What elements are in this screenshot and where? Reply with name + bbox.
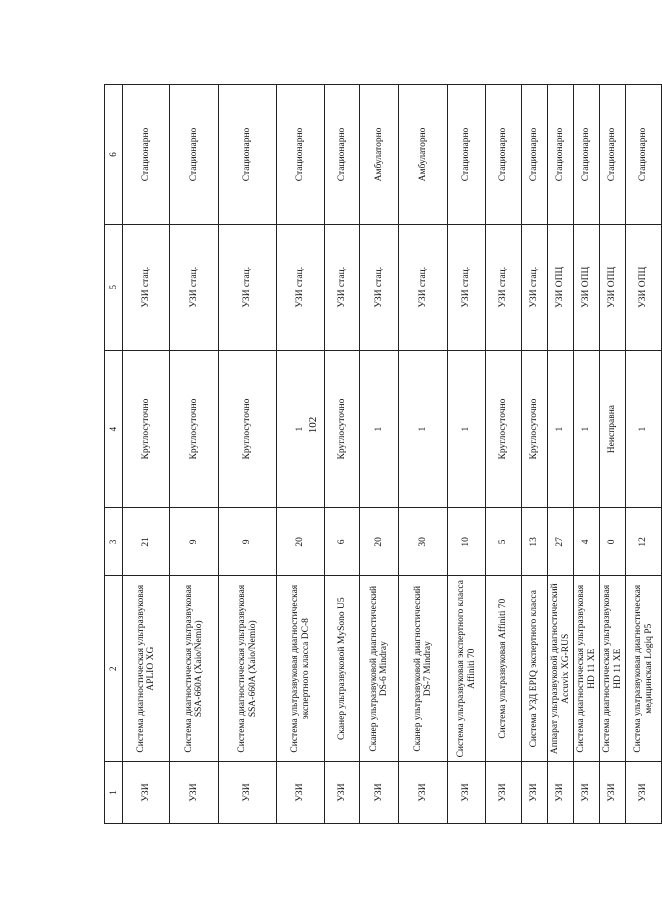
row-department-cell: УЗИ ОПЦ — [600, 224, 626, 350]
column-number: 2 — [105, 576, 123, 762]
row-name-cell: Система диагностическая ультразвуковая HD 11 XE — [574, 576, 600, 762]
table-row — [325, 85, 360, 824]
row-name-cell: Сканер ультразвуковой диагностический DS-7 Mindray — [399, 576, 448, 762]
row-service-cell: Стационарно — [600, 85, 626, 225]
table-row — [170, 85, 219, 824]
row-name-cell: Сканер ультразвуковой MySono U5 — [325, 576, 360, 762]
row-count-cell: 13 — [522, 508, 548, 576]
row-mode-cell: 1 — [574, 350, 600, 508]
row-department-cell: УЗИ ОПЦ — [574, 224, 600, 350]
row-mode-cell: 1 — [277, 350, 325, 508]
row-name-cell: Система ультразвуковая экспертного класса Affiniti 70 — [448, 576, 486, 762]
row-mode-cell: Круглосуточно — [325, 350, 360, 508]
row-name-cell: Система диагностическая ультразвуковая SSA-660A (Xaio/Nemio) — [219, 576, 277, 762]
row-type-cell: УЗИ — [574, 762, 600, 824]
row-mode-cell: Круглосуточно — [219, 350, 277, 508]
row-count-cell: 12 — [626, 508, 662, 576]
row-department-cell: УЗИ ОПЦ — [548, 224, 574, 350]
row-department-cell: УЗИ стац. — [123, 224, 170, 350]
row-mode-cell: 1 — [360, 350, 399, 508]
row-service-cell: Стационарно — [486, 85, 522, 225]
row-mode-cell: 1 — [399, 350, 448, 508]
row-count-cell: 5 — [486, 508, 522, 576]
row-mode-cell: 1 — [448, 350, 486, 508]
row-type-cell: УЗИ — [399, 762, 448, 824]
row-service-cell: Стационарно — [123, 85, 170, 225]
row-count-cell: 20 — [360, 508, 399, 576]
row-name-cell: Система диагностическая ультразвуковая HD 11 XE — [600, 576, 626, 762]
table-row — [626, 85, 662, 824]
row-service-cell: Стационарно — [548, 85, 574, 225]
row-mode-cell: Круглосуточно — [170, 350, 219, 508]
table-row — [123, 85, 170, 824]
row-count-cell: 9 — [219, 508, 277, 576]
row-name-cell: Система ультразвуковая диагностическая медицинская Logiq P5 — [626, 576, 662, 762]
equipment-table-body — [105, 85, 662, 824]
table-row — [486, 85, 522, 824]
equipment-table — [104, 84, 662, 824]
table-row — [399, 85, 448, 824]
row-department-cell: УЗИ стац. — [360, 224, 399, 350]
row-service-cell: Стационарно — [574, 85, 600, 225]
row-mode-cell: Круглосуточно — [522, 350, 548, 508]
row-service-cell: Стационарно — [170, 85, 219, 225]
row-type-cell: УЗИ — [360, 762, 399, 824]
row-department-cell: УЗИ стац. — [170, 224, 219, 350]
row-department-cell: УЗИ стац. — [399, 224, 448, 350]
row-service-cell: Стационарно — [522, 85, 548, 225]
row-name-cell: Система ультразвуковая Affiniti 70 — [486, 576, 522, 762]
row-service-cell: Стационарно — [325, 85, 360, 225]
row-type-cell: УЗИ — [123, 762, 170, 824]
row-service-cell: Амбулаторно — [399, 85, 448, 225]
row-type-cell: УЗИ — [170, 762, 219, 824]
row-name-cell: Система ультразвуковая диагностическая экспертного класса DC-8 — [277, 576, 325, 762]
row-department-cell: УЗИ стац. — [219, 224, 277, 350]
column-number: 4 — [105, 350, 123, 508]
row-type-cell: УЗИ — [277, 762, 325, 824]
row-service-cell: Стационарно — [626, 85, 662, 225]
row-name-cell: Система диагностическая ультразвуковая SSA-660A (Xaio/Nemio) — [170, 576, 219, 762]
row-type-cell: УЗИ — [522, 762, 548, 824]
row-department-cell: УЗИ стац. — [486, 224, 522, 350]
table-row — [548, 85, 574, 824]
row-mode-cell: Неисправна — [600, 350, 626, 508]
row-mode-cell: 1 — [548, 350, 574, 508]
row-count-cell: 20 — [277, 508, 325, 576]
table-row — [277, 85, 325, 824]
row-count-cell: 27 — [548, 508, 574, 576]
row-mode-cell: Круглосуточно — [486, 350, 522, 508]
row-service-cell: Стационарно — [277, 85, 325, 225]
row-count-cell: 4 — [574, 508, 600, 576]
page-number: 102 — [307, 416, 319, 434]
row-type-cell: УЗИ — [626, 762, 662, 824]
row-service-cell: Стационарно — [448, 85, 486, 225]
row-name-cell: Система УЗД EPIQ экспертного класса — [522, 576, 548, 762]
row-count-cell: 6 — [325, 508, 360, 576]
row-name-cell: Сканер ультразвуковой диагностический DS-6 Mindray — [360, 576, 399, 762]
row-name-cell: Аппарат ультразвуковой диагностический Accuvix XG-RUS — [548, 576, 574, 762]
column-number-row — [105, 85, 123, 824]
table-row — [600, 85, 626, 824]
row-type-cell: УЗИ — [548, 762, 574, 824]
row-mode-cell: 1 — [626, 350, 662, 508]
row-count-cell: 30 — [399, 508, 448, 576]
row-service-cell: Стационарно — [219, 85, 277, 225]
row-mode-cell: Круглосуточно — [123, 350, 170, 508]
row-department-cell: УЗИ стац. — [448, 224, 486, 350]
row-count-cell: 10 — [448, 508, 486, 576]
table-row — [574, 85, 600, 824]
table-row — [360, 85, 399, 824]
table-row — [219, 85, 277, 824]
column-number: 5 — [105, 224, 123, 350]
table-container — [104, 84, 654, 824]
row-department-cell: УЗИ стац. — [277, 224, 325, 350]
row-name-cell: Система диагностическая ультразвуковая APLIO XG — [123, 576, 170, 762]
row-department-cell: УЗИ стац. — [522, 224, 548, 350]
column-number: 1 — [105, 762, 123, 824]
column-number: 3 — [105, 508, 123, 576]
row-type-cell: УЗИ — [486, 762, 522, 824]
table-row — [448, 85, 486, 824]
row-count-cell: 21 — [123, 508, 170, 576]
row-department-cell: УЗИ стац. — [325, 224, 360, 350]
row-count-cell: 9 — [170, 508, 219, 576]
row-type-cell: УЗИ — [325, 762, 360, 824]
row-count-cell: 0 — [600, 508, 626, 576]
column-number: 6 — [105, 85, 123, 225]
table-row — [522, 85, 548, 824]
row-type-cell: УЗИ — [448, 762, 486, 824]
row-service-cell: Амбулаторно — [360, 85, 399, 225]
row-type-cell: УЗИ — [219, 762, 277, 824]
row-type-cell: УЗИ — [600, 762, 626, 824]
row-department-cell: УЗИ ОПЦ — [626, 224, 662, 350]
